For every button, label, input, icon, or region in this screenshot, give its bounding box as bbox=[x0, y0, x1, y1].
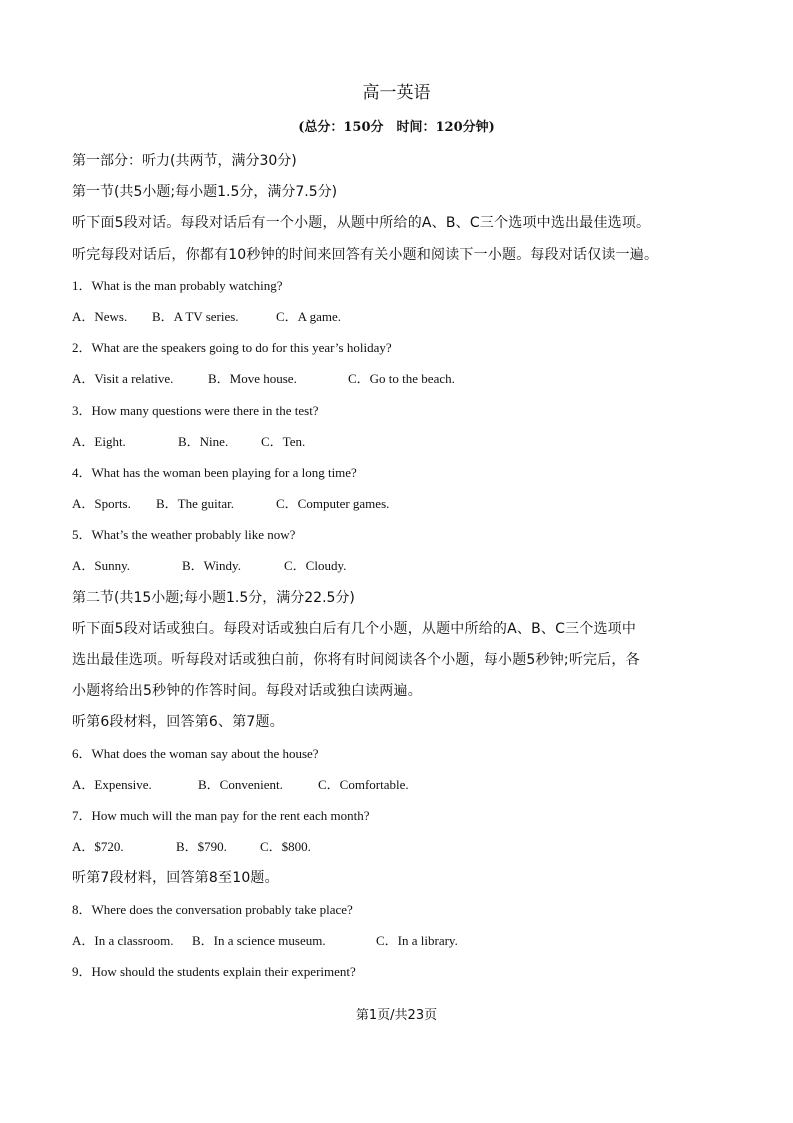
instruction-line: 听完每段对话后，你都有10秒钟的时间来回答有关小题和阅读下一小题。每段对话仅读一遍。 bbox=[72, 246, 659, 263]
option-b: B．The guitar. bbox=[156, 496, 234, 512]
option-c: C．Ten. bbox=[261, 433, 306, 449]
option-c: C．Comfortable. bbox=[318, 776, 409, 792]
options-6 bbox=[72, 772, 722, 803]
option-c: C．Computer games. bbox=[276, 496, 390, 512]
option-c: C．Cloudy. bbox=[284, 558, 347, 574]
instruction-line: 听下面5段对话。每段对话后有一个小题，从题中所给的A、B、C三个选项中选出最佳选项。 bbox=[72, 215, 651, 232]
part2-heading: 第二节(共15小题;每小题1.5分，满分22.5分) bbox=[72, 589, 355, 606]
options-3 bbox=[72, 429, 722, 460]
question-1: 1．What is the man probably watching? bbox=[72, 277, 283, 293]
instruction-line: 选出最佳选项。听每段对话或独白前，你将有时间阅读各个小题，每小题5秒钟;听完后，各 bbox=[72, 652, 640, 668]
option-b: B．Move house. bbox=[208, 371, 297, 387]
options-5 bbox=[72, 553, 722, 584]
option-a: A．$720. bbox=[72, 839, 124, 855]
question-8: 8．Where does the conversation probably take place? bbox=[72, 901, 353, 917]
question-9: 9．How should the students explain their experiment? bbox=[72, 963, 356, 979]
exam-info: (总分：150分 时间：120分钟) bbox=[298, 120, 495, 135]
option-c: C．$800. bbox=[260, 839, 311, 855]
option-a: A．In a classroom. bbox=[72, 932, 174, 948]
option-a: A．Eight. bbox=[72, 433, 126, 449]
option-b: B．A TV series. bbox=[152, 308, 239, 324]
instruction-line: 小题将给出5秒钟的作答时间。每段对话或独白读两遍。 bbox=[72, 683, 422, 700]
option-b: B．Convenient. bbox=[198, 776, 283, 792]
question-7: 7．How much will the man pay for the rent each month? bbox=[72, 807, 370, 823]
question-3: 3．How many questions were there in the test? bbox=[72, 402, 319, 418]
option-c: C．Go to the beach. bbox=[348, 371, 455, 387]
options-1 bbox=[72, 304, 722, 335]
option-c: C．A game. bbox=[276, 308, 341, 324]
options-4 bbox=[72, 491, 722, 522]
option-a: A．News. bbox=[72, 308, 128, 324]
material-heading: 听第6段材料，回答第6、第7题。 bbox=[72, 714, 284, 731]
option-a: A．Sports. bbox=[72, 496, 131, 512]
material-heading: 听第7段材料，回答第8至10题。 bbox=[72, 870, 279, 887]
option-b: B．Nine. bbox=[178, 433, 229, 449]
exam-content bbox=[72, 148, 722, 990]
option-a: A．Visit a relative. bbox=[72, 371, 174, 387]
options-7 bbox=[72, 834, 722, 865]
instruction-line: 听下面5段对话或独白。每段对话或独白后有几个小题，从题中所给的A、B、C三个选项中 bbox=[72, 620, 637, 637]
option-a: A．Expensive. bbox=[72, 776, 152, 792]
part1-heading: 第一节(共5小题;每小题1.5分，满分7.5分) bbox=[72, 184, 338, 201]
option-c: C．In a library. bbox=[376, 932, 458, 948]
question-4: 4．What has the woman been playing for a long time? bbox=[72, 464, 357, 480]
option-b: B．In a science museum. bbox=[192, 932, 326, 948]
options-2 bbox=[72, 366, 722, 397]
page-title: 高一英语 bbox=[362, 83, 431, 103]
question-5: 5．What’s the weather probably like now? bbox=[72, 527, 296, 543]
option-b: B．Windy. bbox=[182, 558, 241, 574]
option-a: A．Sunny. bbox=[72, 558, 131, 574]
options-8 bbox=[72, 928, 722, 959]
page-number: 第1页/共23页 bbox=[355, 1008, 438, 1023]
option-b: B．$790. bbox=[176, 839, 227, 855]
section-heading: 第一部分：听力(共两节，满分30分) bbox=[72, 153, 297, 169]
question-6: 6．What does the woman say about the house? bbox=[72, 745, 319, 761]
question-2: 2．What are the speakers going to do for this year’s holiday? bbox=[72, 340, 392, 356]
